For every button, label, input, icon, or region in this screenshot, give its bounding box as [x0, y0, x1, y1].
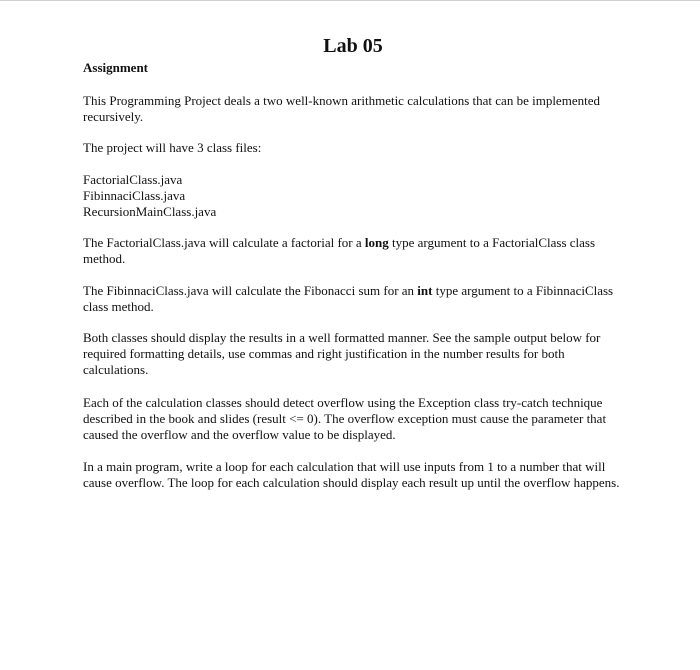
fibonacci-paragraph	[83, 283, 623, 315]
page-title: Lab 05	[323, 35, 383, 57]
intro-paragraph: This Programming Project deals a two well-known arithmetic calculations that can be implemented recursively.	[83, 93, 600, 125]
factorial-paragraph	[83, 235, 623, 267]
top-divider	[0, 0, 700, 1]
factorial-text-before: The FactorialClass.java will calculate a factorial for a	[83, 235, 365, 251]
main-program-paragraph: In a main program, write a loop for each calculation that will use inputs from 1 to a number that will cause overflow. The loop for each calculation should display each result up until the overflow happens.	[83, 459, 620, 491]
fibonacci-keyword: int	[417, 282, 433, 298]
class-file-item: FibinnaciClass.java	[83, 187, 186, 203]
class-file-list	[83, 172, 623, 221]
class-file-item: RecursionMainClass.java	[83, 204, 217, 220]
overflow-paragraph: Each of the calculation classes should detect overflow using the Exception class try-catch technique described in the book and slides (result <= 0). The overflow exception must cause the parameter that caused the overflow and the overflow value to be displayed.	[83, 394, 607, 443]
section-heading: Assignment	[83, 60, 149, 75]
display-paragraph: Both classes should display the results in a well formatted manner. See the sample output below for required formatting details, use commas and right justification in the number results for both calculations.	[83, 330, 601, 378]
factorial-text-after: type argument to a FactorialClass class method.	[83, 235, 596, 267]
fibonacci-text-after: type argument to a FibinnaciClass class method.	[83, 282, 614, 314]
document-body	[83, 34, 623, 492]
class-file-item: FactorialClass.java	[83, 171, 183, 187]
factorial-keyword: long	[364, 235, 389, 251]
class-files-intro: The project will have 3 class files:	[83, 140, 262, 156]
fibonacci-text-before: The FibinnaciClass.java will calculate the Fibonacci sum for an	[83, 282, 418, 298]
